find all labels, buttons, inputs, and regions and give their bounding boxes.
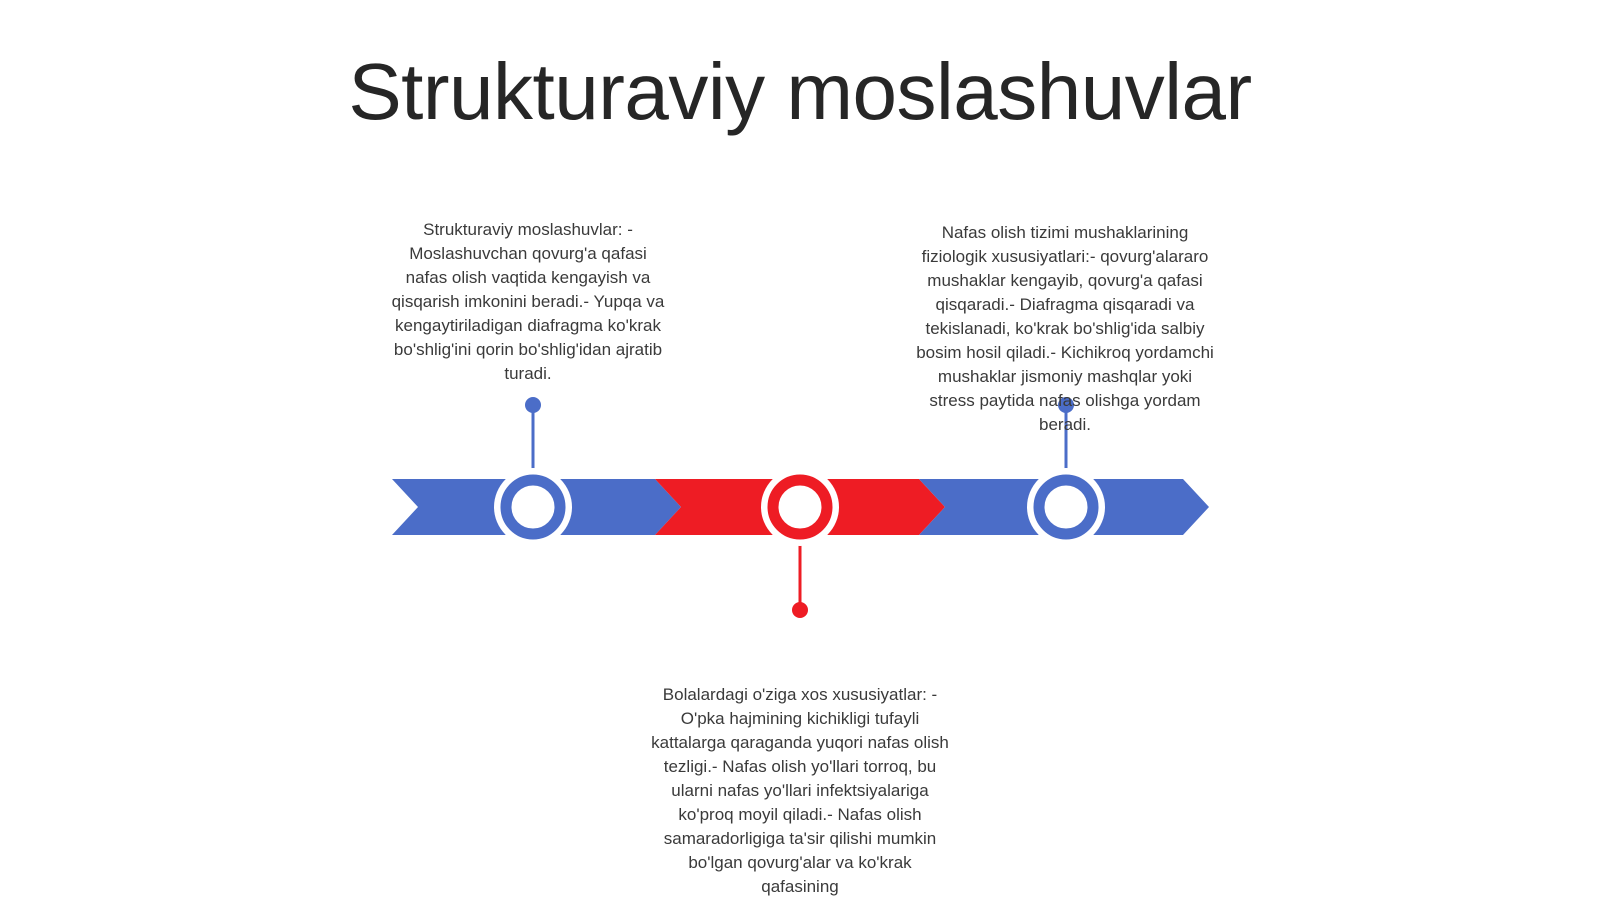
milestone-2-marker (773, 480, 827, 534)
milestone-1-dot (525, 397, 541, 413)
milestone-2-dot (792, 602, 808, 618)
milestone-3-text: Nafas olish tizimi mushaklarining fiziologik xususiyatlari:- qovurg'alararo mushaklar kengayib, qovurg'a qafasi qisqaradi.- Diafragma qisqaradi va tekislanadi, ko'krak bo'shlig'ida salbiy bosim hosil qiladi.- Kichikroq yordamchi mushaklar jismoniy mashqlar yoki stress paytida nafas olishga yordam beradi. (916, 223, 1214, 434)
slide-title: Strukturaviy moslashuvlar (348, 47, 1252, 136)
milestone-3-marker (1039, 480, 1093, 534)
milestone-1-marker (506, 480, 560, 534)
milestone-1-text: Strukturaviy moslashuvlar: - Moslashuvchan qovurg'a qafasi nafas olish vaqtida kengayish va qisqarish imkonini beradi.- Yupqa va kengaytiriladigan diafragma ko'krak bo'shlig'ini qorin bo'shlig'idan ajratib turadi. (391, 220, 665, 383)
milestone-2-text: Bolalardagi o'ziga xos xususiyatlar: - O'pka hajmining kichikligi tufayli kattalarga qaraganda yuqori nafas olish tezligi.- Nafas olish yo'llari torroq, bu ularni nafas yo'llari infektsiyalariga ko'proq moyil qiladi.- Nafas olish samaradorligiga ta'sir qilishi mumkin bo'lgan qovurg'alar va ko'krak qafasining (651, 685, 949, 896)
